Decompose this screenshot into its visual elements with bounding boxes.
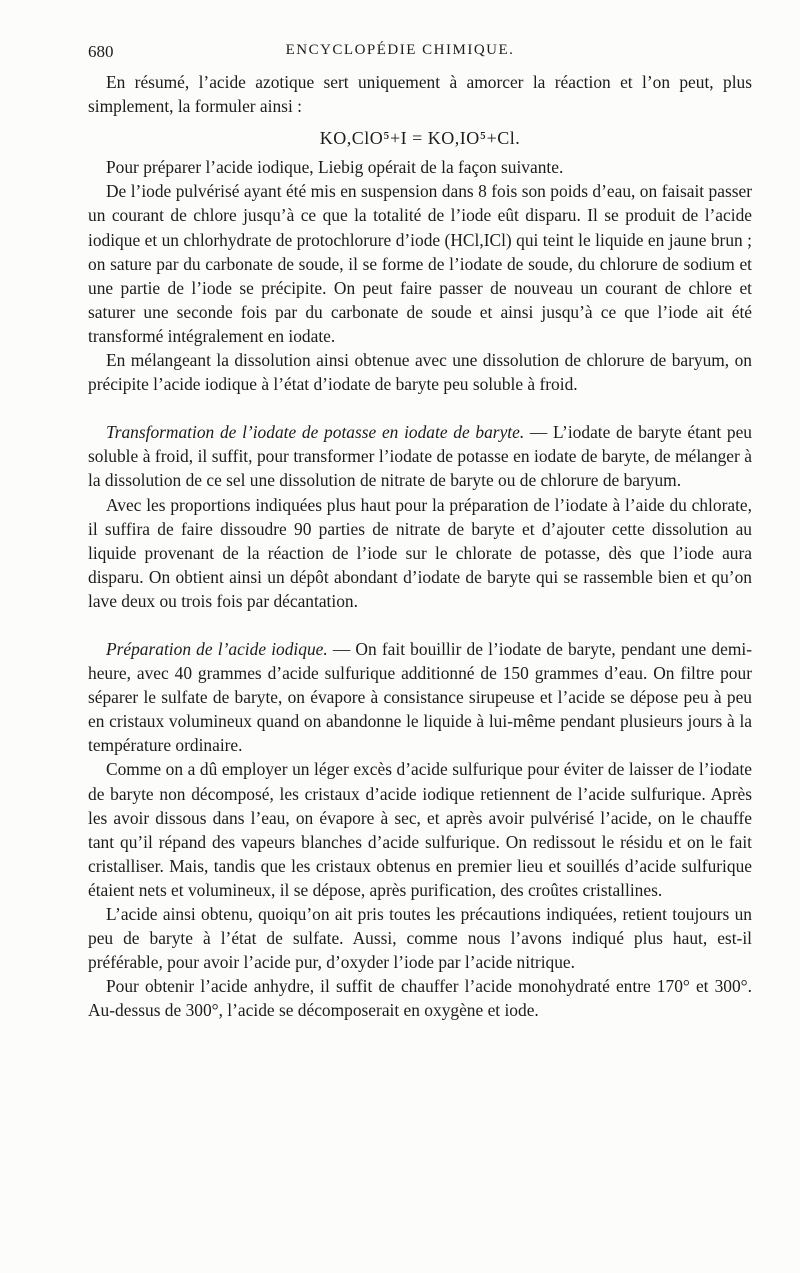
paragraph-baryum-precipitation: En mélangeant la dissolution ainsi obtenue avec une dissolution de chlorure de baryum, on précipite l’acide iodique à l’état d’iodate de baryte peu soluble à froid. (88, 350, 752, 395)
page-body (88, 70, 752, 1022)
paragraph-summary: En résumé, l’acide azotique sert uniquement à amorcer la réaction et l’on peut, plus simplement, la formuler ainsi : (88, 72, 752, 117)
section-title-preparation: Préparation de l’acide iodique. (106, 638, 328, 659)
section-text-preparation: — On fait bouillir de l’iodate de baryte, pendant une demi-heure, avec 40 grammes d’acide sulfurique additionné de 150 grammes d’eau. On filtre pour séparer le sulfate de baryte, on évapore à consistance sirupeuse et l’acide se dépose peu à peu en cristaux volumineux quand on abandonne le liquide à lui-même pendant plusieurs jours à la température ordinaire. (88, 638, 752, 756)
page-number: 680 (88, 42, 114, 61)
section-text-transformation: — L’iodate de baryte étant peu soluble à froid, il suffit, pour transformer l’iodate de potasse en iodate de baryte, de mélanger à la dissolution de ce sel une dissolution de nitrate de baryte ou de chlorure de baryum. (88, 422, 752, 491)
section-title-transformation: Transformation de l’iodate de potasse en iodate de baryte. (106, 422, 525, 443)
paragraph-iodine-suspension: De l’iode pulvérisé ayant été mis en suspension dans 8 fois son poids d’eau, on faisait passer un courant de chlore jusqu’à ce que la totalité de l’iode eût disparu. Il se produit de l’acide iodique et un chlorhydrate de protochlorure d’iode (HCl,ICl) qui teint le liquide en jaune brun ; on sature par du carbonate de soude, il se forme de l’iodate de soude, du chlorure de sodium et une partie de l’iode se précipite. On peut faire passer de nouveau un courant de chlore et saturer une seconde fois par du carbonate de soude et ainsi jusqu’à ce que l’iode ait été transformé intégralement en iodate. (88, 181, 752, 346)
paragraph-proportions: Avec les proportions indiquées plus haut pour la préparation de l’iodate à l’aide du chlorate, il suffira de faire dissoudre 90 parties de nitrate de baryte et d’ajouter cette dissolution au liquide provenant de la réaction de l’iode sur le chlorate de potasse, dès que l’iode aura disparu. On obtient ainsi un dépôt abondant d’iodate de baryte qui se rassemble bien et qu’on lave deux ou trois fois par décantation. (88, 494, 752, 611)
paragraph-liebig-intro: Pour préparer l’acide iodique, Liebig opérait de la façon suivante. (106, 157, 564, 178)
chemical-formula: KO,ClO⁵+I = KO,IO⁵+Cl. (319, 128, 521, 149)
section-transformation (88, 420, 752, 492)
running-title: ENCYCLOPÉDIE CHIMIQUE. (285, 42, 515, 58)
section-preparation (88, 637, 752, 757)
paragraph-baryte-retention: L’acide ainsi obtenu, quoiqu’on ait pris toutes les précautions indiquées, retient toujours un peu de baryte à l’état de sulfate. Aussi, comme nous l’avons indiqué plus haut, est-il préférable, pour avoir l’acide pur, d’oxyder l’iode par l’acide nitrique. (88, 904, 752, 973)
page-header (0, 42, 800, 66)
paragraph-excess-acid: Comme on a dû employer un léger excès d’acide sulfurique pour éviter de laisser de l’iodate de baryte non décomposé, les cristaux d’acide iodique retiennent de l’acide sulfurique. Après les avoir dissous dans l’eau, on évapore à sec, et après avoir pulvérisé l’acide, on le chauffe tant qu’il répand des vapeurs blanches d’acide sulfurique. On redissout le résidu et on le fait cristalliser. Mais, tandis que les cristaux obtenus en premier lieu et souillés d’acide sulfurique étaient nets et volumineux, il se dépose, après purification, des croûtes cristallines. (88, 759, 752, 900)
paragraph-anhydrous-acid: Pour obtenir l’acide anhydre, il suffit de chauffer l’acide monohydraté entre 170° et 300°. Au-dessus de 300°, l’acide se décomposerait en oxygène et iode. (88, 976, 752, 1021)
